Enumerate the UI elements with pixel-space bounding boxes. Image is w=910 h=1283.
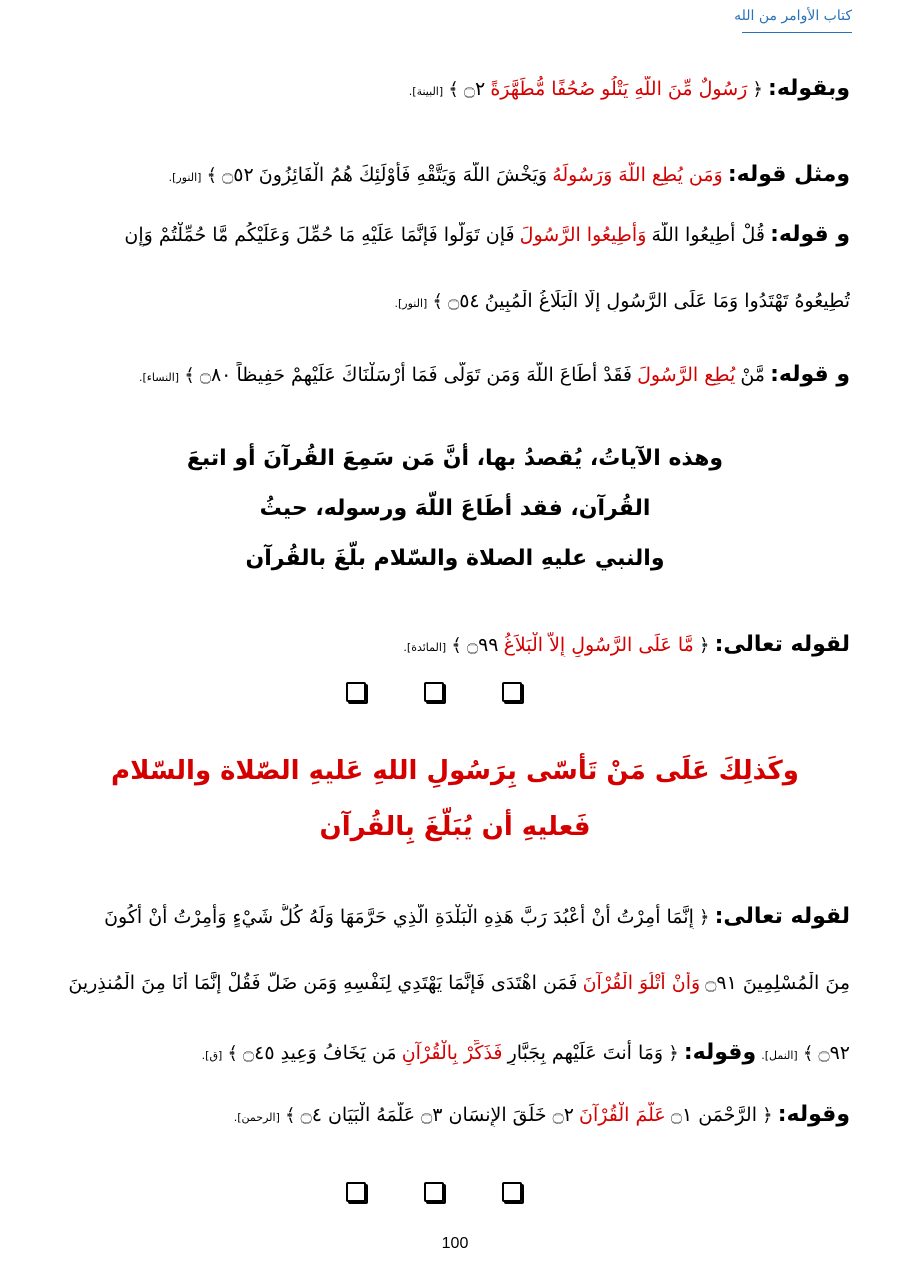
verse-text: فَمَنِ اهْتَدَى فَإِنَّمَا يَهْتَدِي لِنَفْسِهِ وَمَن ضَلَّ فَقُلْ إِنَّمَا أَنَا مِنَ الْمُنذِرِينَ [68, 972, 578, 994]
surah-reference: [النمل]. [761, 1049, 798, 1062]
verse-text: وَيَخْشَ اللَّهَ وَيَتَّقْهِ فَأُوْلَئِكَ هُمُ الْفَائِزُونَ [258, 164, 548, 186]
surah-reference: [ق]. [201, 1049, 223, 1062]
verse-highlight: فَذَكِّرْ بِالْقُرْآنِ [401, 1042, 503, 1064]
verse-highlight: مَّا عَلَى الرَّسُولِ إِلاَّ الْبَلاَغُ [503, 634, 694, 656]
surah-reference: [النور]. [168, 171, 202, 184]
checkbox-ornament [424, 682, 444, 702]
verse-text: فَقَدْ أَطَاعَ اللَّهَ وَمَن تَوَلَّى فَمَا أَرْسَلْنَاكَ عَلَيْهِمْ حَفِيظاً [236, 364, 633, 386]
verse-line-nur-54b: تُطِيعُوهُ تَهْتَدُوا وَمَا عَلَى الرَّسُولِ إِلَّا الْبَلَاغُ الْمُبِينُ ۝٥٤ ﴾ [النور]. [394, 290, 850, 312]
verse-line-nur-52: ومثل قوله: وَمَن يُطِعِ اللَّهَ وَرَسُولَهُ وَيَخْشَ اللَّهَ وَيَتَّقْهِ فَأُوْلَئِكَ هُمُ الْفَائِزُونَ ۝٥٢ ﴾ [النور]. [168, 162, 850, 187]
verse-line-nur-54a: و قوله: قُلْ أَطِيعُوا اللَّهَ وَأَطِيعُوا الرَّسُولَ فَإِن تَوَلَّوا فَإِنَّمَا عَلَيْهِ مَا حُمِّلَ وَعَلَيْكُم مَّا حُمِّلْتُمْ وَإِن [124, 222, 850, 247]
verse-highlight: وَأَطِيعُوا الرَّسُولَ [519, 224, 647, 246]
verse-line-naml-1: لقوله تعالى: ﴿ إِنَّمَا أُمِرْتُ أَنْ أَعْبُدَ رَبَّ هَذِهِ الْبَلْدَةِ الَّذِي حَرَّمَهَا وَلَهُ كُلُّ شَيْءٍ وَأُمِرْتُ أَنْ أَكُونَ [104, 904, 850, 929]
red-heading-line-2: فَعليهِ أن يُبَلّغَ بِالقُرآن [319, 812, 591, 842]
verse-line-rahman: وقوله: ﴿ الرَّحْمَن ۝١ عَلَّمَ الْقُرْآنَ ۝٢ خَلَقَ الإِنسَان ۝٣ عَلَّمَهُ الْبَيَان ۝٤ ﴾ [الرحمن]. [233, 1102, 850, 1127]
running-header: كتاب الأوامر من الله [734, 8, 852, 24]
checkbox-ornament [424, 1182, 444, 1202]
surah-reference: [المائدة]. [403, 641, 447, 654]
summary-line-3: والنبي عليهِ الصلاة والسّلام بلّغَ بالقُرآن [245, 546, 665, 571]
page-number: 100 [441, 1235, 469, 1252]
summary-line-2: القُرآن، فقد أطَاعَ اللّهَ ورسوله، حيثُ [259, 496, 651, 521]
verse-highlight: عَلَّمَ الْقُرْآنَ [579, 1104, 666, 1126]
surah-reference: [النور]. [394, 297, 428, 310]
verse-highlight: وَأَنْ أَتْلُوَ الْقُرْآنَ [582, 972, 701, 994]
keyword: ومثل قوله: [727, 162, 850, 187]
keyword: لقوله تعالى: [714, 904, 850, 929]
verse-line-naml-3: ۝٩٢ ﴾ [النمل]. وقوله: ﴿ وَمَا أَنتَ عَلَيْهِم بِجَبَّارٍ فَذَكِّرْ بِالْقُرْآنِ مَن يَخَافُ وَعِيدِ ۝٤٥ ﴾ [ق]. [201, 1040, 850, 1065]
keyword: و قوله: [770, 362, 850, 387]
verse-line-maida: لقوله تعالى: ﴿ مَّا عَلَى الرَّسُولِ إِلاَّ الْبَلاَغُ ۝٩٩ ﴾ [المائدة]. [403, 632, 850, 657]
surah-reference: [النساء]. [138, 371, 180, 384]
verse-text: تُطِيعُوهُ تَهْتَدُوا وَمَا عَلَى الرَّسُولِ إِلَّا الْبَلَاغُ الْمُبِينُ [484, 290, 850, 312]
red-heading-line-1: وكَذلِكَ عَلَى مَنْ تَأسّى بِرَسُولِ اللهِ عَليهِ الصّلاة والسّلام [111, 756, 799, 786]
summary-line-1: وهذه الآياتُ، يُقصدُ بها، أنَّ مَن سَمِعَ القُرآنَ أو اتبعَ [186, 446, 724, 471]
keyword: وقوله: [683, 1040, 757, 1065]
keyword: و قوله: [770, 222, 850, 247]
verse-highlight: رَسُولٌ مِّنَ اللَّهِ يَتْلُو صُحُفًا مُّطَهَّرَةً [490, 78, 748, 100]
surah-reference: [البينة]. [408, 85, 444, 98]
verse-highlight: يُطِعِ الرَّسُولَ [637, 364, 736, 386]
header-underline [742, 32, 852, 33]
checkbox-ornament [346, 682, 366, 702]
verse-line-bayyina: وبقوله: ﴿ رَسُولٌ مِّنَ اللَّهِ يَتْلُو صُحُفًا مُّطَهَّرَةً ۝٢ ﴾ [البينة]. [408, 76, 850, 101]
verse-text: فَإِن تَوَلَّوا فَإِنَّمَا عَلَيْهِ مَا حُمِّلَ وَعَلَيْكُم مَّا حُمِّلْتُمْ وَإِن [124, 224, 515, 246]
separator-boxes [346, 682, 522, 702]
verse-highlight: وَمَن يُطِعِ اللَّهَ وَرَسُولَهُ [552, 164, 723, 186]
verse-line-naml-2: مِنَ الْمُسْلِمِينَ ۝٩١ وَأَنْ أَتْلُوَ الْقُرْآنَ فَمَنِ اهْتَدَى فَإِنَّمَا يَهْتَدِي لِنَفْسِهِ وَمَن ضَلَّ فَقُلْ إِنَّمَا أَنَا مِنَ الْمُنذِرِينَ [68, 972, 850, 994]
checkbox-ornament [502, 682, 522, 702]
checkbox-ornament [346, 1182, 366, 1202]
keyword: وبقوله: [768, 76, 850, 101]
surah-reference: [الرحمن]. [233, 1111, 280, 1124]
verse-line-nisa: و قوله: مَّنْ يُطِعِ الرَّسُولَ فَقَدْ أَطَاعَ اللَّهَ وَمَن تَوَلَّى فَمَا أَرْسَلْنَاكَ عَلَيْهِمْ حَفِيظاً ۝٨٠ ﴾ [النساء]. [138, 362, 850, 387]
verse-text: إِنَّمَا أُمِرْتُ أَنْ أَعْبُدَ رَبَّ هَذِهِ الْبَلْدَةِ الَّذِي حَرَّمَهَا وَلَهُ كُلُّ شَيْءٍ وَأُمِرْتُ أَنْ أَكُونَ [104, 906, 694, 928]
keyword: وقوله: [777, 1102, 850, 1127]
keyword: لقوله تعالى: [714, 632, 850, 657]
checkbox-ornament [502, 1182, 522, 1202]
separator-boxes [346, 1182, 522, 1202]
